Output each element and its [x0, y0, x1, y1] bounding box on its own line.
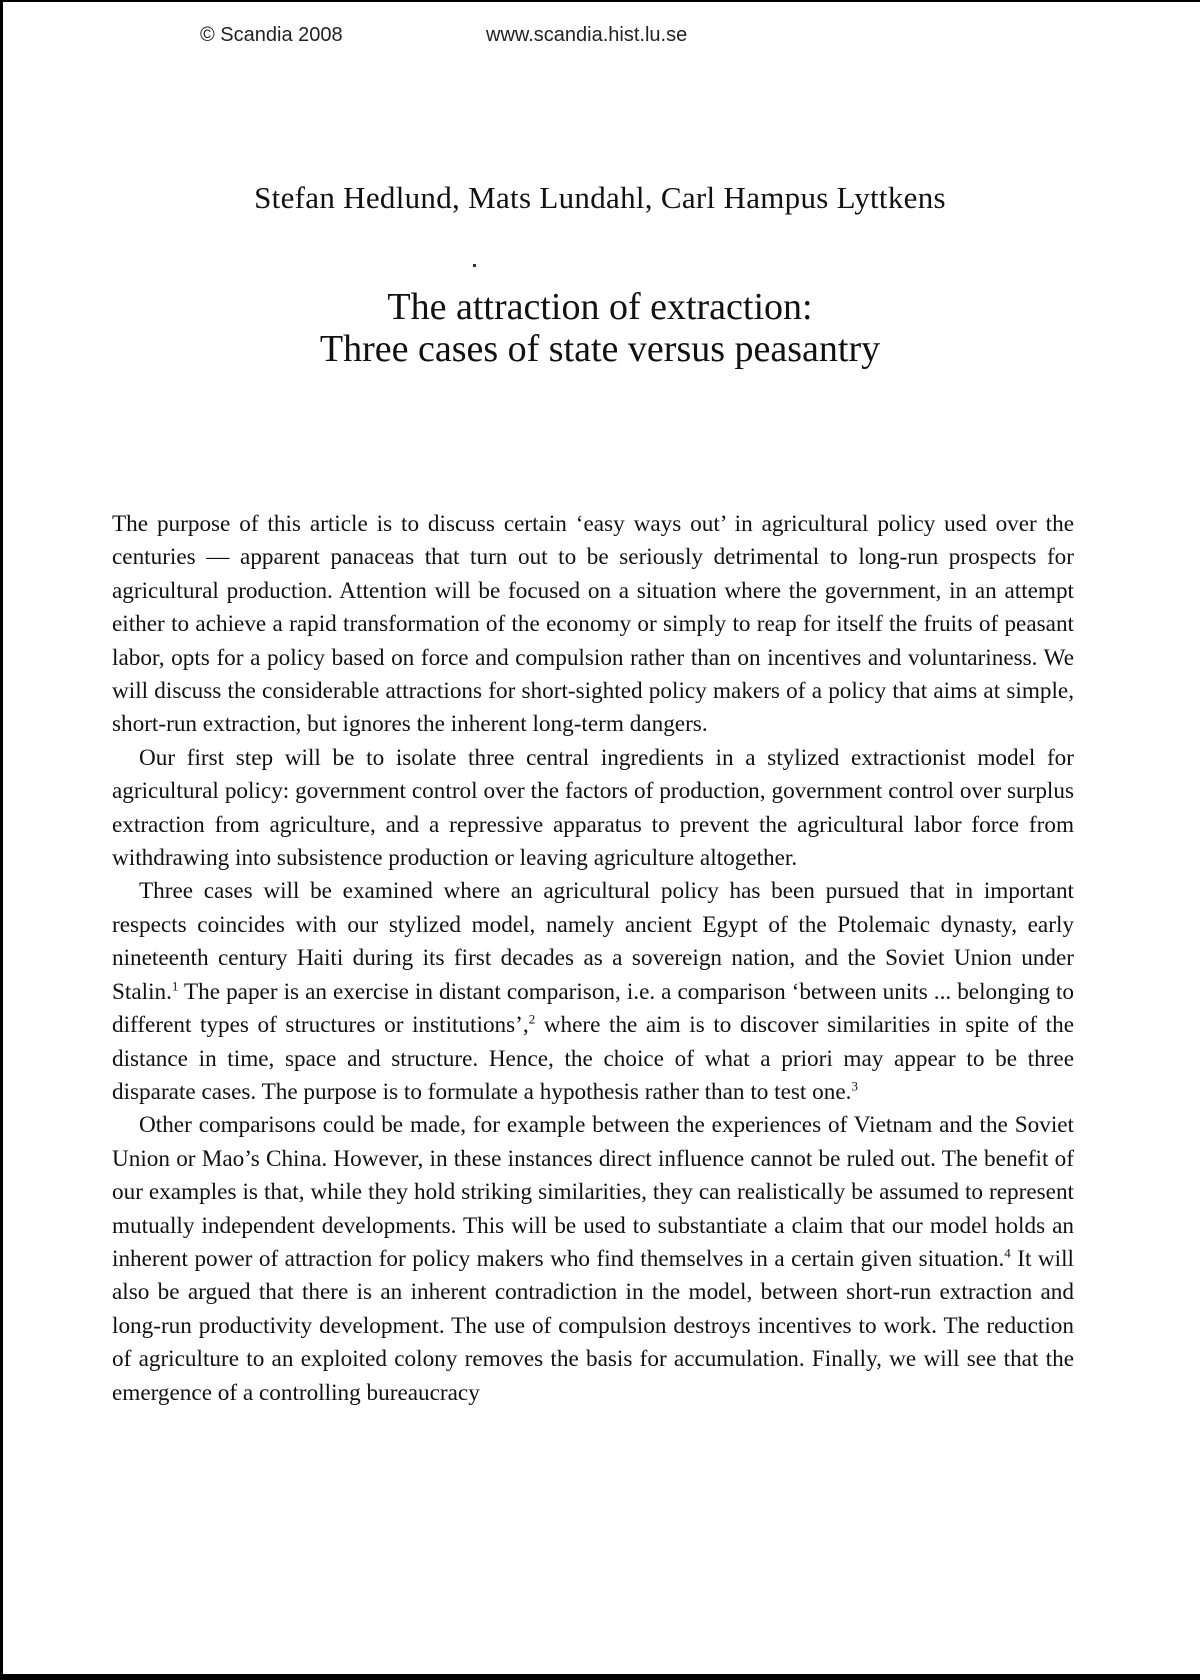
paragraph-2: Our first step will be to isolate three central ingredients in a stylized extractionist model for agricultural policy: government control over the factors of production, government control over surplus extraction from agriculture, and a repressive apparatus to prevent the agricultural labor force from withdrawing into subsistence production or leaving agriculture altogether. [112, 744, 1074, 872]
footnote-ref-4: 4 [1004, 1245, 1011, 1261]
page-left-border [0, 0, 3, 1680]
paragraph-4-text-a: Other comparisons could be made, for example between the experiences of Vietnam and the Soviet Union or Mao’s China. However, in these instances direct influence cannot be ruled out. The benefit of our examples is that, while they hold striking similarities, they can realistically be assumed to represent mutually independent developments. This will be used to substantiate a claim that our model holds an inherent power of attraction for policy makers who find themselves in a certain given situation. [112, 1112, 1074, 1272]
article-title [0, 286, 1200, 370]
journal-url: www.scandia.hist.lu.se [486, 24, 688, 46]
page-bottom-border [0, 1674, 1200, 1680]
stray-mark [473, 264, 476, 267]
running-header [0, 22, 1200, 52]
copyright-notice: © Scandia 2008 [200, 24, 343, 46]
footnote-ref-1: 1 [171, 977, 179, 993]
article-authors: Stefan Hedlund, Mats Lundahl, Carl Hampus Lyttkens [254, 180, 946, 215]
paragraph-3 [112, 875, 1074, 1109]
paragraph-3-text-b: The paper is an exercise in distant comparison, i.e. a comparison ‘between units ... belonging to different types of structures or institutions’, [112, 978, 1074, 1039]
footnote-ref-3: 3 [851, 1078, 858, 1094]
paragraph-3-text-a: Three cases will be examined where an agricultural policy has been pursued that in important respects coincides with our stylized model, namely ancient Egypt of the Ptolemaic dynasty, early nineteenth century Haiti during its first decades as a sovereign nation, and the Soviet Union under Stalin. [112, 878, 1074, 1005]
paragraph-1: The purpose of this article is to discuss certain ‘easy ways out’ in agricultural policy used over the centuries — apparent panaceas that turn out to be seriously detrimental to long-run prospects for agricultural production. Attention will be focused on a situation where the government, in an attempt either to achieve a rapid transformation of the economy or simply to reap for itself the fruits of peasant labor, opts for a policy based on force and compulsion rather than on incentives and voluntariness. We will discuss the considerable attractions for short-sighted policy makers of a policy that aims at simple, short-run extraction, but ignores the inherent long-term dangers. [112, 511, 1074, 738]
paragraph-3-text-c: where the aim is to discover similarities in spite of the distance in time, space and structure. Hence, the choice of what a priori may appear to be three disparate cases. The purpose is to formulate a hypothesis rather than to test one. [112, 1012, 1075, 1105]
footnote-ref-2: 2 [528, 1011, 536, 1027]
title-line-2: Three cases of state versus peasantry [319, 328, 881, 370]
article-body [112, 508, 1074, 1410]
paragraph-4 [112, 1109, 1074, 1410]
title-line-1: The attraction of extraction: [387, 286, 813, 328]
page-top-border [0, 0, 1200, 2]
paragraph-4-text-b: It will also be argued that there is an inherent contradiction in the model, between short-run extraction and long-run productivity development. The use of compulsion destroys incentives to work. The reduction of agriculture to an exploited colony removes the basis for accumulation. Finally, we will see that the emergence of a controlling bureaucracy [112, 1245, 1074, 1406]
